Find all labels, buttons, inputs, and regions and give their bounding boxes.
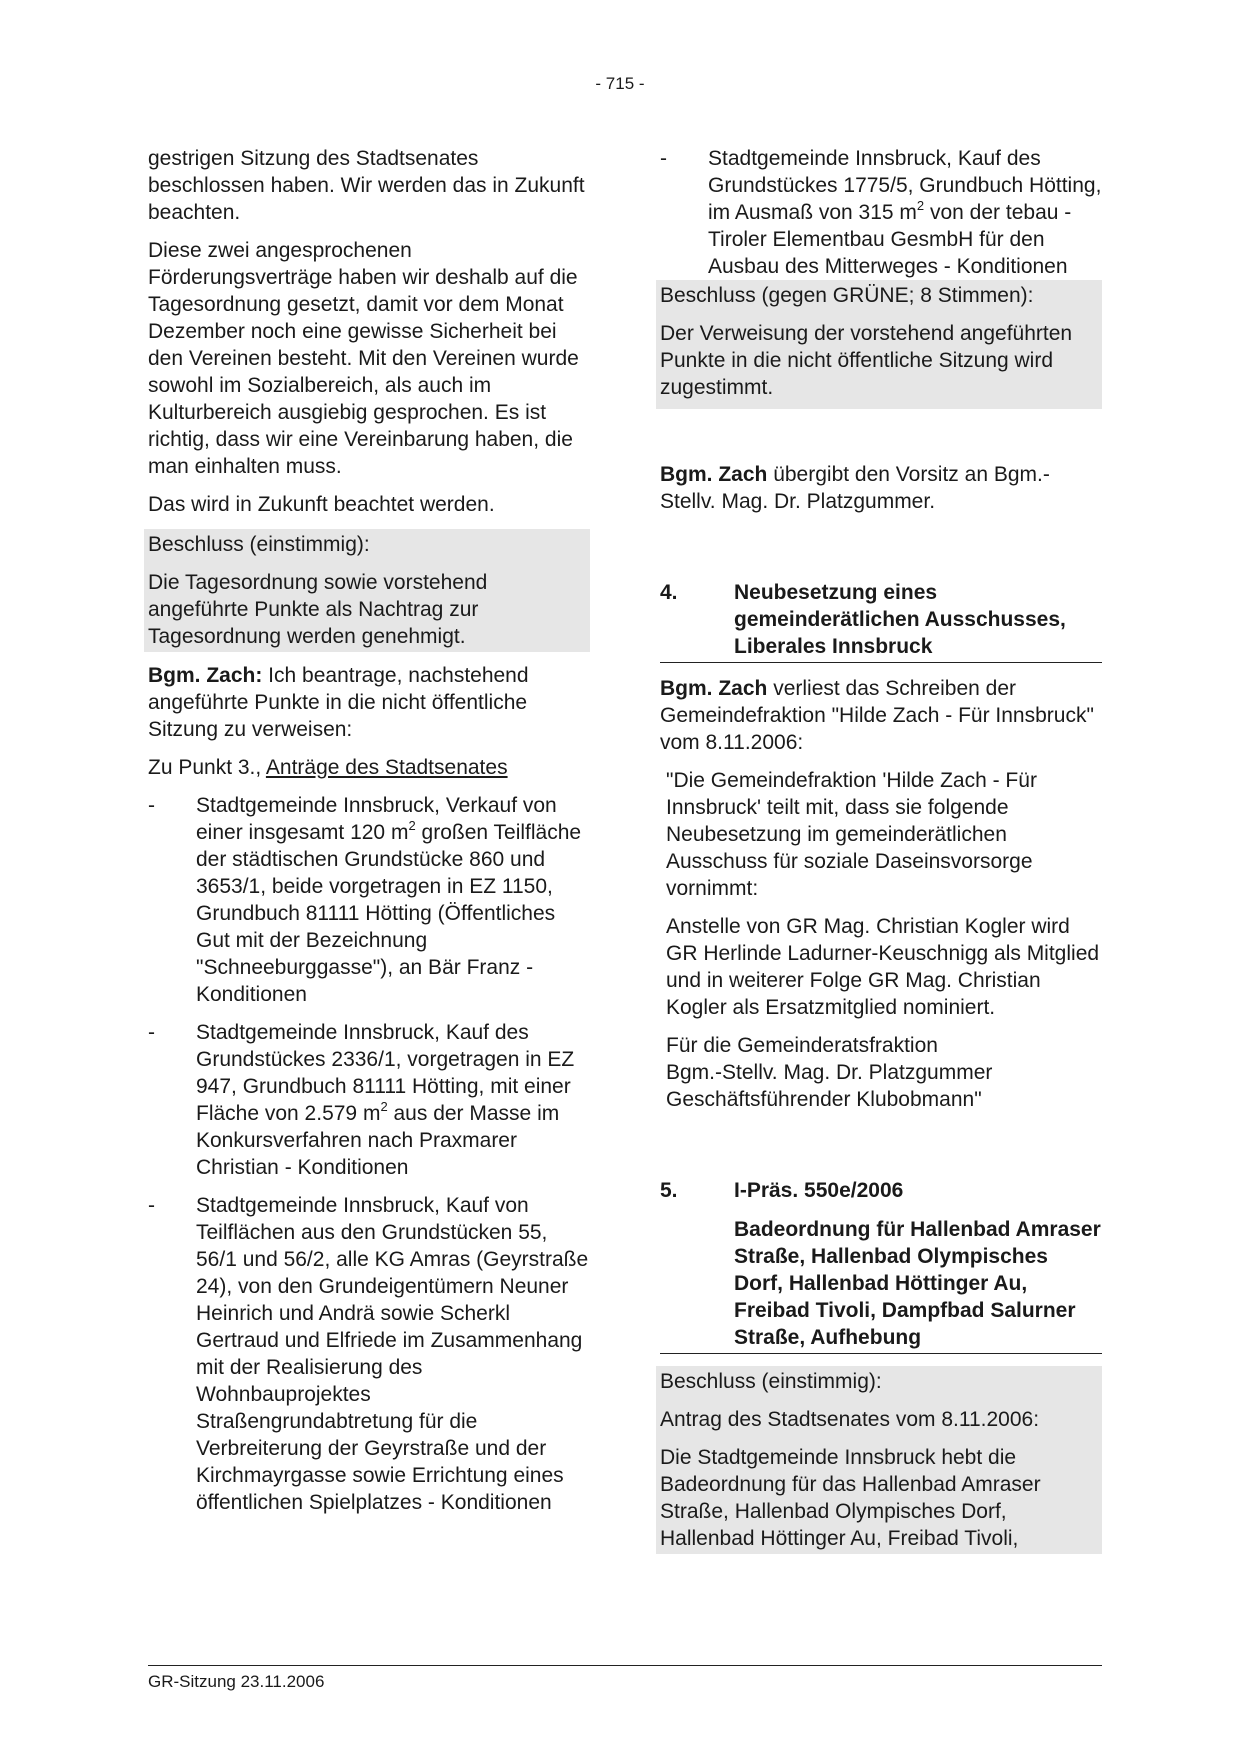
letter-signature: Für die Gemeinderatsfraktion Bgm.-Stellv. Mag. Dr. Platzgummer Geschäftsführender Klubobmann": [666, 1034, 993, 1111]
agenda-reference: Zu Punkt 3., Anträge des Stadtsenates: [148, 756, 508, 779]
motion-paragraph: Bgm. Zach: Ich beantrage, nachstehend angeführte Punkte in die nicht öffentliche Sitzung zu verweisen:: [148, 664, 529, 741]
resolution-label: Beschluss (einstimmig):: [148, 533, 370, 556]
speaker-name: Bgm. Zach: [660, 463, 768, 486]
quoted-letter: "Die Gemeindefraktion 'Hilde Zach - Für Innsbruck' teilt mit, dass sie folgende Neubesetzung im gemeinderätlichen Ausschuss für soziale Daseinsvorsorge vornimmt:: [666, 769, 1037, 900]
resolution-label: Beschluss (einstimmig):: [660, 1370, 882, 1393]
footer-divider: [148, 1665, 1102, 1666]
section-title-block: [660, 1216, 1102, 1354]
reading-paragraph: Bgm. Zach verliest das Schreiben der Gemeindefraktion "Hilde Zach - Für Innsbruck" vom 8.11.2006:: [660, 677, 1094, 754]
resolution-text: Die Tagesordnung sowie vorstehend angeführte Punkte als Nachtrag zur Tagesordnung werden genehmigt.: [148, 571, 488, 648]
right-column: [660, 145, 1102, 1554]
paragraph: Diese zwei angesprochenen Förderungsverträge haben wir deshalb auf die Tagesordnung gesetzt, damit vor dem Monat Dezember noch eine gewisse Sicherheit bei den Vereinen besteht. Mit den Vereinen wurde sowohl im Sozialbereich, als auch im Kulturbereich ausgiebig gesprochen. Es ist richtig, dass wir eine Vereinbarung haben, die man einhalten muss.: [148, 239, 579, 478]
quoted-letter: Anstelle von GR Mag. Christian Kogler wird GR Herlinde Ladurner-Keuschnigg als Mitglied und in weiterer Folge GR Mag. Christian Kogler als Ersatzmitglied nominiert.: [666, 915, 1100, 1019]
paragraph: Das wird in Zukunft beachtet werden.: [148, 493, 495, 516]
left-column: [148, 145, 590, 1527]
section-reference: I-Präs. 550e/2006: [734, 1179, 904, 1202]
paragraph: gestrigen Sitzung des Stadtsenates beschlossen haben. Wir werden das in Zukunft beachten.: [148, 147, 585, 224]
section-title: Neubesetzung eines gemeinderätlichen Ausschusses, Liberales Innsbruck: [734, 581, 1066, 658]
footer: GR-Sitzung 23.11.2006: [148, 1672, 325, 1691]
resolution-text: Der Verweisung der vorstehend angeführten Punkte in die nicht öffentliche Sitzung wird zugestimmt.: [660, 322, 1073, 399]
chair-handover: Bgm. Zach übergibt den Vorsitz an Bgm.-Stellv. Mag. Dr. Platzgummer.: [660, 463, 1050, 513]
list-item: - Stadtgemeinde Innsbruck, Verkauf von einer insgesamt 120 $m^2$ großen Teilfläche der städtischen Grundstücke 860 und 3653/1, beide vorgetragen in EZ 1150, Grundbuch 81111 Hötting (Öffentliches Gut mit der Bezeichnung "Schneeburggasse"), an Bär Franz - Konditionen: [148, 794, 582, 1006]
speaker-name: Bgm. Zach: [660, 677, 768, 700]
page-number: - 715 -: [595, 74, 645, 93]
speaker-name: Bgm. Zach:: [148, 664, 263, 687]
resolution-text: Die Stadtgemeinde Innsbruck hebt die Badeordnung für das Hallenbad Amraser Straße, Hallenbad Olympisches Dorf, Hallenbad Höttinger Au, Freibad Tivoli,: [660, 1446, 1041, 1550]
list-item: - Stadtgemeinde Innsbruck, Kauf von Teilflächen aus den Grundstücken 55, 56/1 und 56/2, alle KG Amras (Geyrstraße 24), von den Grundeigentümern Neuner Heinrich und Andrä sowie Scherkl Gertraud und Elfriede im Zusammenhang mit der Realisierung des Wohnbauprojektes Straßengrundabtretung für die Verbreiterung der Geyrstraße und der Kirchmayrgasse sowie Errichtung eines öffentlichen Spielplatzes - Konditionen: [148, 1194, 589, 1514]
list-item: - Stadtgemeinde Innsbruck, Kauf des Grundstückes 1775/5, Grundbuch Hötting, im Ausmaß von 315 $m^2$ von der tebau - Tiroler Elementbau GesmbH für den Ausbau des Mitterweges - Konditionen: [660, 147, 1102, 278]
motion-label: Antrag des Stadtsenates vom 8.11.2006:: [660, 1408, 1040, 1431]
section-heading-5: 5. I-Präs. 550e/2006: [660, 1179, 904, 1202]
list-item: - Stadtgemeinde Innsbruck, Kauf des Grundstückes 2336/1, vorgetragen in EZ 947, Grundbuch 81111 Hötting, mit einer Fläche von 2.579 $m^2$ aus der Masse im Konkursverfahren nach Praxmarer Christian - Konditionen: [148, 1021, 575, 1179]
resolution-box: [656, 1366, 1102, 1554]
resolution-box: [656, 280, 1102, 409]
resolution-label: Beschluss (gegen GRÜNE; 8 Stimmen):: [660, 284, 1034, 307]
section-title: Badeordnung für Hallenbad Amraser Straße, Hallenbad Olympisches Dorf, Hallenbad Höttinger Au, Freibad Tivoli, Dampfbad Salurner Straße, Aufhebung: [734, 1218, 1101, 1349]
section-heading-4: 4. Neubesetzung eines gemeinderätlichen Ausschusses, Liberales Innsbruck: [660, 579, 1102, 663]
agenda-link: Anträge des Stadtsenates: [265, 756, 508, 779]
resolution-box: [144, 529, 590, 652]
